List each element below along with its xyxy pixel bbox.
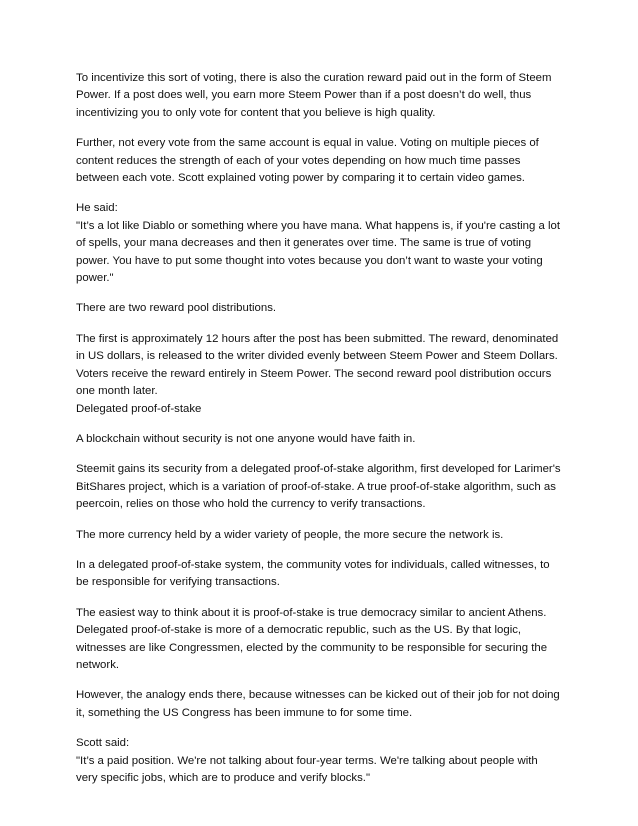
paragraph-vote-value [76,135,564,187]
text-line: one month later. [76,385,158,398]
text-line: "It’s a lot like Diablo or something where you have mana. What happens is, if you're casting a lot [76,219,561,232]
paragraph-blockchain-security [76,431,564,448]
text-line: Further, not every vote from the same account is equal in value. Voting on multiple pieces of [76,137,539,150]
text-line: "It’s a paid position. We're not talking about four-year terms. We're talking about people with [76,754,538,767]
text-line: Power. If a post does well, you earn more Steem Power than if a post doesn’t do well, thus [76,89,532,102]
paragraph-witnesses [76,557,564,592]
text-line: The easiest way to think about it is proof-of-stake is true democracy similar to ancient Athens. [76,606,547,619]
text-line: peercoin, relies on those who hold the currency to verify transactions. [76,498,426,511]
text-line: power." [76,272,114,285]
paragraph-first-distribution [76,331,564,401]
text-line: However, the analogy ends there, because witnesses can be kicked out of their job for not doing [76,689,560,702]
paragraph-quote-mana [76,200,564,287]
text-line: it, something the US Congress has been immune to for some time. [76,706,413,719]
section-heading-delegated-proof-of-stake [76,401,564,418]
text-line: There are two reward pool distributions. [76,302,277,315]
text-line: between each vote. Scott explained voting power by comparing it to certain video games. [76,172,525,185]
text-line: power. You have to put some thought into votes because you don’t want to waste your voting [76,254,543,267]
text-line: A blockchain without security is not one anyone would have faith in. [76,432,416,445]
text-line: Steemit gains its security from a delegated proof-of-stake algorithm, first developed for Larimer's [76,463,561,476]
text-line: in US dollars, is released to the writer divided evenly between Steem Power and Steem Dollars. [76,350,558,363]
paragraph-more-currency [76,527,564,544]
text-line: To incentivize this sort of voting, there is also the curation reward paid out in the form of Steem [76,72,552,84]
text-line: incentivizing you to only vote for content that you believe is high quality. [76,106,436,119]
text-line: The first is approximately 12 hours after the post has been submitted. The reward, denominated [76,332,559,345]
text-line: of spells, your mana decreases and then it generates over time. The same is true of voting [76,237,532,250]
text-line: Voters receive the reward entirely in Steem Power. The second reward pool distribution occurs [76,367,552,380]
text-line: BitShares project, which is a variation of proof-of-stake. A true proof-of-stake algorithm, such as [76,480,556,493]
text-line: Delegated proof-of-stake is more of a democratic republic, such as the US. By that logic, [76,624,522,637]
paragraph-quote-paid-position [76,735,564,787]
paragraph-analogy-ends [76,687,564,722]
text-line: He said: [76,202,118,215]
paragraph-curation-reward [76,70,564,122]
text-line: network. [76,658,120,671]
paragraph-steemit-security [76,461,564,513]
paragraph-democracy-analogy [76,605,564,675]
text-line: The more currency held by a wider variety of people, the more secure the network is. [76,528,504,541]
document-body [76,70,564,787]
text-line: content reduces the strength of each of your votes depending on how much time passes [76,154,521,167]
text-line: very specific jobs, which are to produce and verify blocks." [76,772,371,784]
paragraph-reward-pools [76,300,564,317]
text-line: Scott said: [76,737,130,750]
text-line: witnesses are like Congressmen, elected by the community to be responsible for securing the [76,641,548,654]
text-line: Delegated proof-of-stake [76,402,202,415]
text-line: be responsible for verifying transactions. [76,576,280,589]
text-line: In a delegated proof-of-stake system, the community votes for individuals, called witnesses, to [76,558,550,571]
